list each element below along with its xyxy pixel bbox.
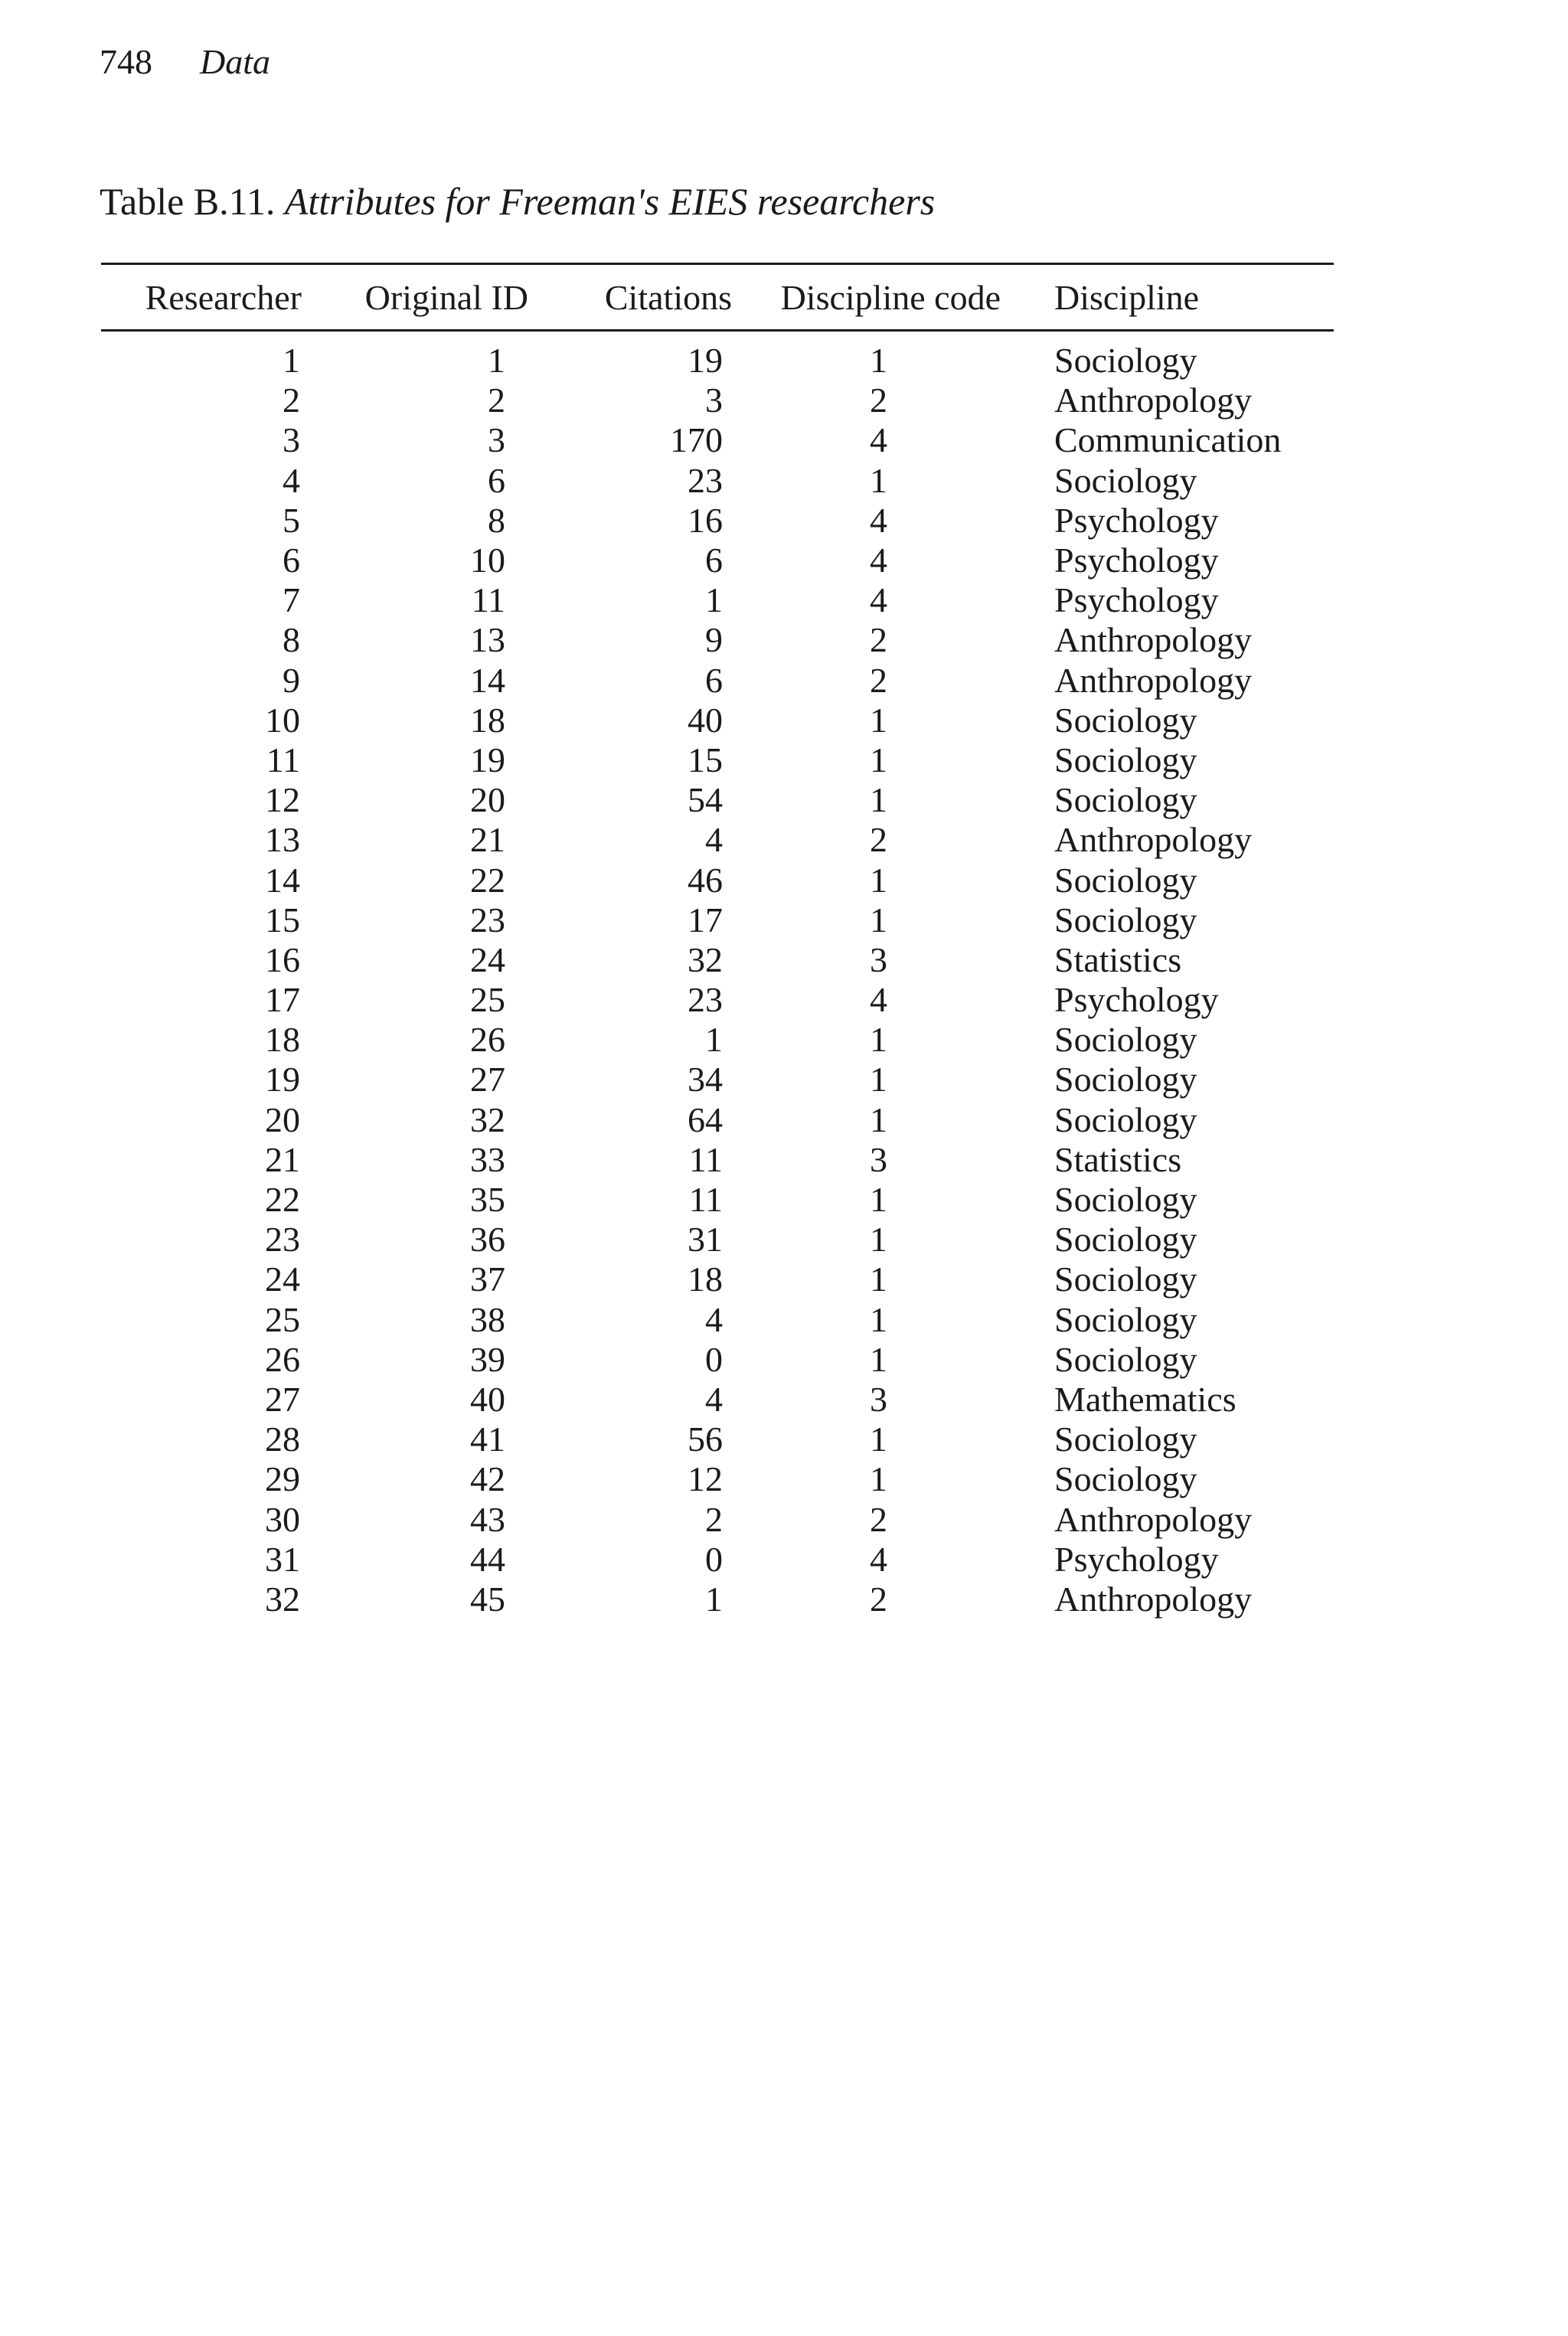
table-row (101, 1580, 1334, 1619)
cell-researcher: 6 (283, 541, 300, 580)
cell-original-id: 14 (470, 660, 505, 700)
cell-original-id: 39 (470, 1339, 505, 1379)
cell-researcher: 26 (265, 1339, 300, 1379)
cell-citations: 3 (705, 381, 723, 420)
cell-researcher: 14 (265, 860, 300, 900)
column-header-citations: Citations (604, 277, 732, 317)
cell-original-id: 23 (470, 900, 505, 939)
cell-discipline: Sociology (1054, 700, 1197, 740)
table-row (101, 1340, 1334, 1380)
cell-original-id: 35 (470, 1180, 505, 1220)
cell-discipline: Sociology (1054, 1220, 1197, 1259)
cell-citations: 15 (688, 740, 723, 779)
cell-citations: 0 (705, 1339, 723, 1379)
cell-researcher: 19 (265, 1060, 300, 1099)
cell-discipline-code: 1 (870, 341, 887, 381)
cell-discipline: Statistics (1054, 939, 1182, 979)
table-row (101, 1380, 1334, 1420)
cell-citations: 16 (688, 500, 723, 540)
table-row (101, 740, 1334, 780)
cell-discipline: Sociology (1054, 1259, 1197, 1299)
table-row (101, 980, 1334, 1020)
cell-discipline: Sociology (1054, 1020, 1197, 1060)
cell-original-id: 21 (470, 820, 505, 860)
column-header-discipline-code: Discipline code (780, 277, 1001, 317)
table-row (101, 501, 1334, 541)
cell-original-id: 22 (470, 860, 505, 900)
cell-original-id: 44 (470, 1539, 505, 1579)
cell-discipline: Psychology (1054, 980, 1219, 1020)
cell-discipline-code: 4 (870, 420, 887, 460)
cell-original-id: 45 (470, 1579, 505, 1619)
cell-researcher: 5 (283, 500, 300, 540)
cell-citations: 6 (705, 541, 723, 580)
table-label: Table B.11. (100, 180, 276, 223)
cell-discipline: Sociology (1054, 341, 1197, 381)
cell-discipline-code: 4 (870, 1539, 887, 1579)
cell-researcher: 15 (265, 900, 300, 939)
cell-discipline-code: 3 (870, 1379, 887, 1419)
cell-discipline: Anthropology (1054, 660, 1253, 700)
cell-discipline-code: 2 (870, 620, 887, 660)
table-row (101, 1300, 1334, 1340)
cell-discipline-code: 1 (870, 1299, 887, 1339)
data-table-body (101, 341, 1334, 1619)
cell-citations: 46 (688, 860, 723, 900)
cell-citations: 17 (688, 900, 723, 939)
cell-researcher: 13 (265, 820, 300, 860)
cell-researcher: 22 (265, 1180, 300, 1220)
cell-citations: 32 (688, 939, 723, 979)
data-table-container (101, 263, 1334, 1619)
cell-discipline: Anthropology (1054, 620, 1253, 660)
table-row (101, 1020, 1334, 1060)
cell-discipline: Anthropology (1054, 381, 1253, 420)
cell-researcher: 31 (265, 1539, 300, 1579)
table-row (101, 1180, 1334, 1220)
cell-discipline-code: 1 (870, 1060, 887, 1099)
cell-original-id: 37 (470, 1259, 505, 1299)
cell-citations: 64 (688, 1099, 723, 1139)
cell-discipline-code: 4 (870, 580, 887, 620)
cell-original-id: 13 (470, 620, 505, 660)
cell-original-id: 8 (488, 500, 505, 540)
cell-discipline: Anthropology (1054, 1579, 1253, 1619)
table-row (101, 1540, 1334, 1580)
page-number: 748 (100, 42, 152, 81)
cell-citations: 6 (705, 660, 723, 700)
cell-citations: 4 (705, 820, 723, 860)
cell-discipline: Anthropology (1054, 1499, 1253, 1539)
cell-discipline: Psychology (1054, 580, 1219, 620)
cell-citations: 0 (705, 1539, 723, 1579)
cell-discipline: Anthropology (1054, 820, 1253, 860)
cell-original-id: 33 (470, 1139, 505, 1179)
cell-original-id: 20 (470, 780, 505, 820)
cell-discipline-code: 3 (870, 1139, 887, 1179)
cell-discipline-code: 1 (870, 1339, 887, 1379)
cell-citations: 2 (705, 1499, 723, 1539)
cell-discipline-code: 1 (870, 460, 887, 500)
cell-researcher: 12 (265, 780, 300, 820)
cell-discipline: Sociology (1054, 900, 1197, 939)
cell-citations: 23 (688, 460, 723, 500)
cell-discipline: Sociology (1054, 1459, 1197, 1499)
table-body (101, 341, 1334, 1619)
cell-discipline-code: 4 (870, 541, 887, 580)
cell-citations: 9 (705, 620, 723, 660)
cell-researcher: 25 (265, 1299, 300, 1339)
cell-researcher: 29 (265, 1459, 300, 1499)
cell-discipline-code: 2 (870, 820, 887, 860)
cell-discipline-code: 1 (870, 900, 887, 939)
table-row (101, 1060, 1334, 1099)
table-row (101, 1499, 1334, 1539)
table-row (101, 461, 1334, 501)
cell-researcher: 21 (265, 1139, 300, 1179)
table-caption (100, 182, 935, 221)
cell-original-id: 42 (470, 1459, 505, 1499)
table-row (101, 381, 1334, 420)
cell-researcher: 28 (265, 1420, 300, 1459)
table-row (101, 661, 1334, 701)
cell-discipline: Sociology (1054, 1180, 1197, 1220)
cell-original-id: 41 (470, 1420, 505, 1459)
table-header (101, 265, 1334, 329)
cell-discipline: Sociology (1054, 1099, 1197, 1139)
cell-discipline-code: 1 (870, 780, 887, 820)
cell-researcher: 27 (265, 1379, 300, 1419)
cell-original-id: 6 (488, 460, 505, 500)
cell-citations: 11 (688, 1180, 723, 1220)
cell-original-id: 11 (471, 580, 505, 620)
table-row (101, 1259, 1334, 1299)
cell-discipline: Psychology (1054, 541, 1219, 580)
cell-citations: 18 (688, 1259, 723, 1299)
cell-citations: 56 (688, 1420, 723, 1459)
cell-discipline: Sociology (1054, 1339, 1197, 1379)
cell-discipline-code: 1 (870, 1020, 887, 1060)
cell-discipline-code: 3 (870, 939, 887, 979)
cell-researcher: 8 (283, 620, 300, 660)
cell-original-id: 25 (470, 980, 505, 1020)
column-header-discipline: Discipline (1054, 277, 1200, 317)
cell-original-id: 40 (470, 1379, 505, 1419)
cell-researcher: 20 (265, 1099, 300, 1139)
cell-original-id: 32 (470, 1099, 505, 1139)
cell-discipline: Sociology (1054, 860, 1197, 900)
section-title: Data (200, 42, 270, 81)
cell-discipline-code: 1 (870, 1420, 887, 1459)
cell-discipline-code: 4 (870, 500, 887, 540)
cell-discipline: Sociology (1054, 740, 1197, 779)
table-row (101, 701, 1334, 740)
cell-original-id: 38 (470, 1299, 505, 1339)
cell-original-id: 2 (488, 381, 505, 420)
table-row (101, 1220, 1334, 1259)
cell-citations: 4 (705, 1299, 723, 1339)
cell-discipline: Psychology (1054, 500, 1219, 540)
cell-researcher: 3 (283, 420, 300, 460)
cell-discipline-code: 1 (870, 1259, 887, 1299)
data-table (101, 265, 1334, 329)
cell-discipline: Mathematics (1054, 1379, 1236, 1419)
cell-original-id: 36 (470, 1220, 505, 1259)
cell-researcher: 18 (265, 1020, 300, 1060)
cell-discipline: Statistics (1054, 1139, 1182, 1179)
cell-researcher: 24 (265, 1259, 300, 1299)
running-head (100, 44, 270, 80)
cell-citations: 19 (688, 341, 723, 381)
cell-citations: 11 (688, 1139, 723, 1179)
cell-original-id: 26 (470, 1020, 505, 1060)
table-row (101, 900, 1334, 940)
table-row (101, 780, 1334, 820)
cell-discipline-code: 2 (870, 1579, 887, 1619)
cell-discipline-code: 2 (870, 660, 887, 700)
cell-discipline-code: 1 (870, 700, 887, 740)
cell-citations: 4 (705, 1379, 723, 1419)
table-row (101, 1459, 1334, 1499)
cell-original-id: 1 (488, 341, 505, 381)
header-row (101, 265, 1334, 329)
cell-discipline-code: 1 (870, 1099, 887, 1139)
cell-citations: 23 (688, 980, 723, 1020)
cell-discipline-code: 1 (870, 860, 887, 900)
cell-researcher: 30 (265, 1499, 300, 1539)
cell-researcher: 10 (265, 700, 300, 740)
table-row (101, 580, 1334, 620)
table-row (101, 341, 1334, 381)
cell-researcher: 32 (265, 1579, 300, 1619)
cell-citations: 1 (705, 1579, 723, 1619)
cell-researcher: 11 (266, 740, 300, 779)
cell-citations: 170 (670, 420, 723, 460)
cell-citations: 40 (688, 700, 723, 740)
table-row (101, 820, 1334, 860)
cell-researcher: 9 (283, 660, 300, 700)
cell-discipline: Sociology (1054, 780, 1197, 820)
cell-original-id: 19 (470, 740, 505, 779)
table-row (101, 420, 1334, 460)
table-row (101, 1100, 1334, 1140)
cell-original-id: 18 (470, 700, 505, 740)
cell-discipline: Sociology (1054, 460, 1197, 500)
cell-citations: 54 (688, 780, 723, 820)
column-header-researcher: Researcher (145, 277, 302, 317)
cell-citations: 12 (688, 1459, 723, 1499)
cell-citations: 1 (705, 1020, 723, 1060)
cell-citations: 31 (688, 1220, 723, 1259)
cell-citations: 34 (688, 1060, 723, 1099)
cell-researcher: 4 (283, 460, 300, 500)
cell-original-id: 43 (470, 1499, 505, 1539)
cell-discipline: Sociology (1054, 1420, 1197, 1459)
cell-original-id: 10 (470, 541, 505, 580)
cell-researcher: 7 (283, 580, 300, 620)
cell-discipline-code: 2 (870, 381, 887, 420)
table-row (101, 1420, 1334, 1459)
cell-researcher: 1 (283, 341, 300, 381)
cell-researcher: 2 (283, 381, 300, 420)
cell-discipline-code: 1 (870, 1220, 887, 1259)
cell-researcher: 17 (265, 980, 300, 1020)
cell-discipline-code: 1 (870, 740, 887, 779)
cell-discipline-code: 1 (870, 1180, 887, 1220)
table-row (101, 620, 1334, 660)
cell-discipline: Communication (1054, 420, 1282, 460)
cell-discipline-code: 4 (870, 980, 887, 1020)
table-row (101, 1140, 1334, 1180)
cell-original-id: 3 (488, 420, 505, 460)
cell-researcher: 16 (265, 939, 300, 979)
cell-discipline: Sociology (1054, 1299, 1197, 1339)
cell-discipline: Sociology (1054, 1060, 1197, 1099)
column-header-original-id: Original ID (364, 277, 528, 317)
table-row (101, 541, 1334, 580)
table-title: Attributes for Freeman's EIES researchers (284, 180, 936, 223)
cell-discipline-code: 1 (870, 1459, 887, 1499)
cell-researcher: 23 (265, 1220, 300, 1259)
cell-discipline-code: 2 (870, 1499, 887, 1539)
cell-original-id: 27 (470, 1060, 505, 1099)
cell-discipline: Psychology (1054, 1539, 1219, 1579)
cell-citations: 1 (705, 580, 723, 620)
table-row (101, 940, 1334, 980)
table-row (101, 860, 1334, 900)
cell-original-id: 24 (470, 939, 505, 979)
